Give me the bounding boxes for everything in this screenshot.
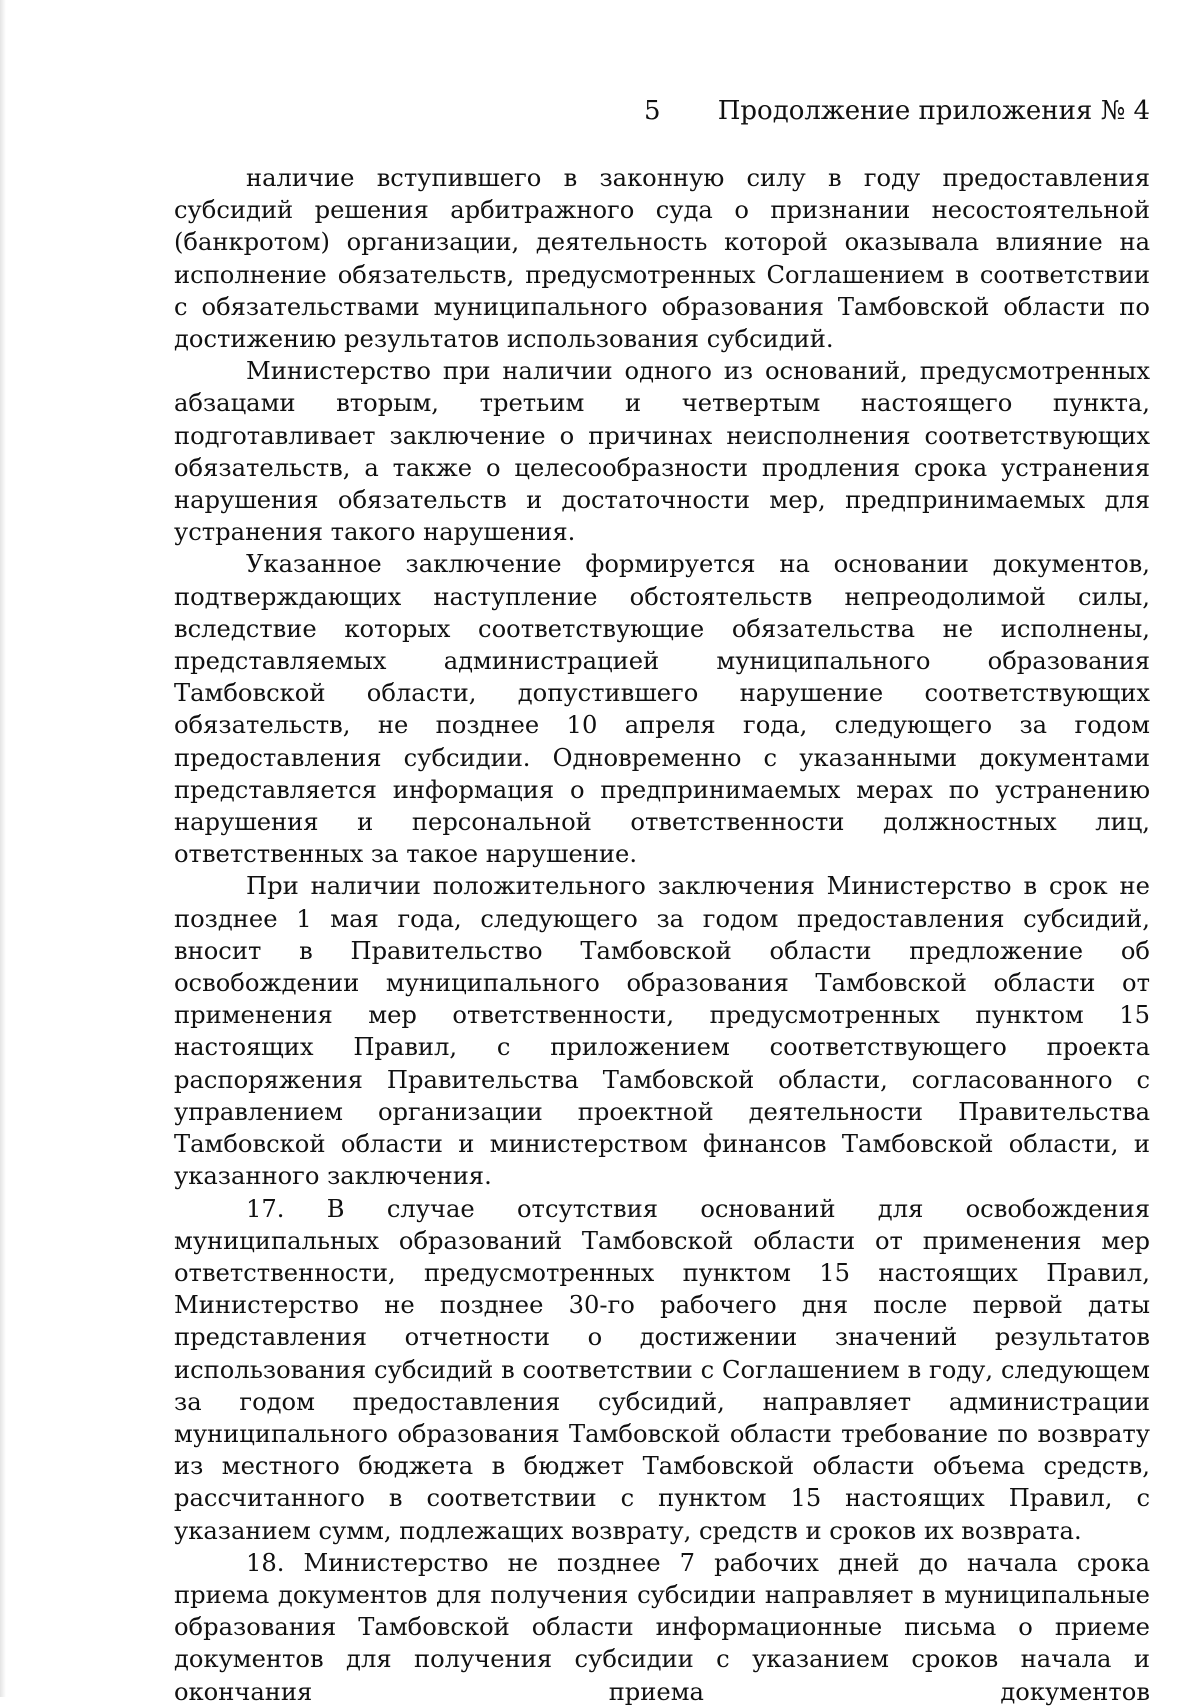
- paragraph-conclusion-basis: Указанное заключение формируется на основании документов, подтверждающих наступление обстоятельств непреодолимой силы, вследствие которых соответствующие обязательства не исполнены, представляемых администрацией муниципального образования Тамбовской области, допустившего нарушение соответствующих обязательств, не позднее 10 апреля года, следующего за годом предоставления субсидии. Одновременно с указанными документами представляется информация о предпринимаемых мерах по устранению нарушения и персональной ответственности должностных лиц, ответственных за такое нарушение.: [174, 550, 1150, 869]
- paragraph-item-17: 17. В случае отсутствия оснований для освобождения муниципальных образований Тамбовской области от применения мер ответственности, предусмотренных пунктом 15 настоящих Правил, Министерство не позднее 30-го рабочего дня после первой даты представления отчетности о достижении значений результатов использования субсидий в соответствии с Соглашением в году, следующем за годом предоставления субсидий, направляет администрации муниципального образования Тамбовской области требование по возврату из местного бюджета в бюджет Тамбовской области объема средств, рассчитанного в соответствии с пунктом 15 настоящих Правил, с указанием сумм, подлежащих возврату, средств и сроков их возврата.: [174, 1194, 1150, 1545]
- paragraph-ministry-conclusion: Министерство при наличии одного из оснований, предусмотренных абзацами вторым, третьим и четвертым настоящего пункта, подготавливает заключение о причинах неисполнения соответствующих обязательств, а также о целесообразности продления срока устранения нарушения обязательств и достаточности мер, предпринимаемых для устранения такого нарушения.: [174, 357, 1150, 547]
- page-header: [0, 96, 1200, 136]
- appendix-continuation-label: Продолжение приложения № 4: [717, 96, 1150, 126]
- page-number: 5: [644, 96, 661, 126]
- scan-edge: [0, 0, 6, 1697]
- paragraph-item-18: 18. Министерство не позднее 7 рабочих дней до начала срока приема документов для получения субсидии направляет в муниципальные образования Тамбовской области информационные письма о приеме документов для получения субсидии с указанием сроков начала и окончания приема документов: [174, 1548, 1150, 1706]
- document-body: [174, 162, 1150, 1708]
- paragraph-bankruptcy-decision: наличие вступившего в законную силу в году предоставления субсидий решения арбитражного суда о признании несостоятельной (банкротом) организации, деятельность которой оказывала влияние на исполнение обязательств, предусмотренных Соглашением в соответствии с обязательствами муниципального образования Тамбовской области по достижению результатов использования субсидий.: [174, 164, 1150, 354]
- paragraph-positive-conclusion: При наличии положительного заключения Министерство в срок не позднее 1 мая года, следующего за годом предоставления субсидий, вносит в Правительство Тамбовской области предложение об освобождении муниципального образования Тамбовской области от применения мер ответственности, предусмотренных пунктом 15 настоящих Правил, с приложением соответствующего проекта распоряжения Правительства Тамбовской области, согласованного с управлением организации проектной деятельности Правительства Тамбовской области и министерством финансов Тамбовской области, и указанного заключения.: [174, 872, 1150, 1191]
